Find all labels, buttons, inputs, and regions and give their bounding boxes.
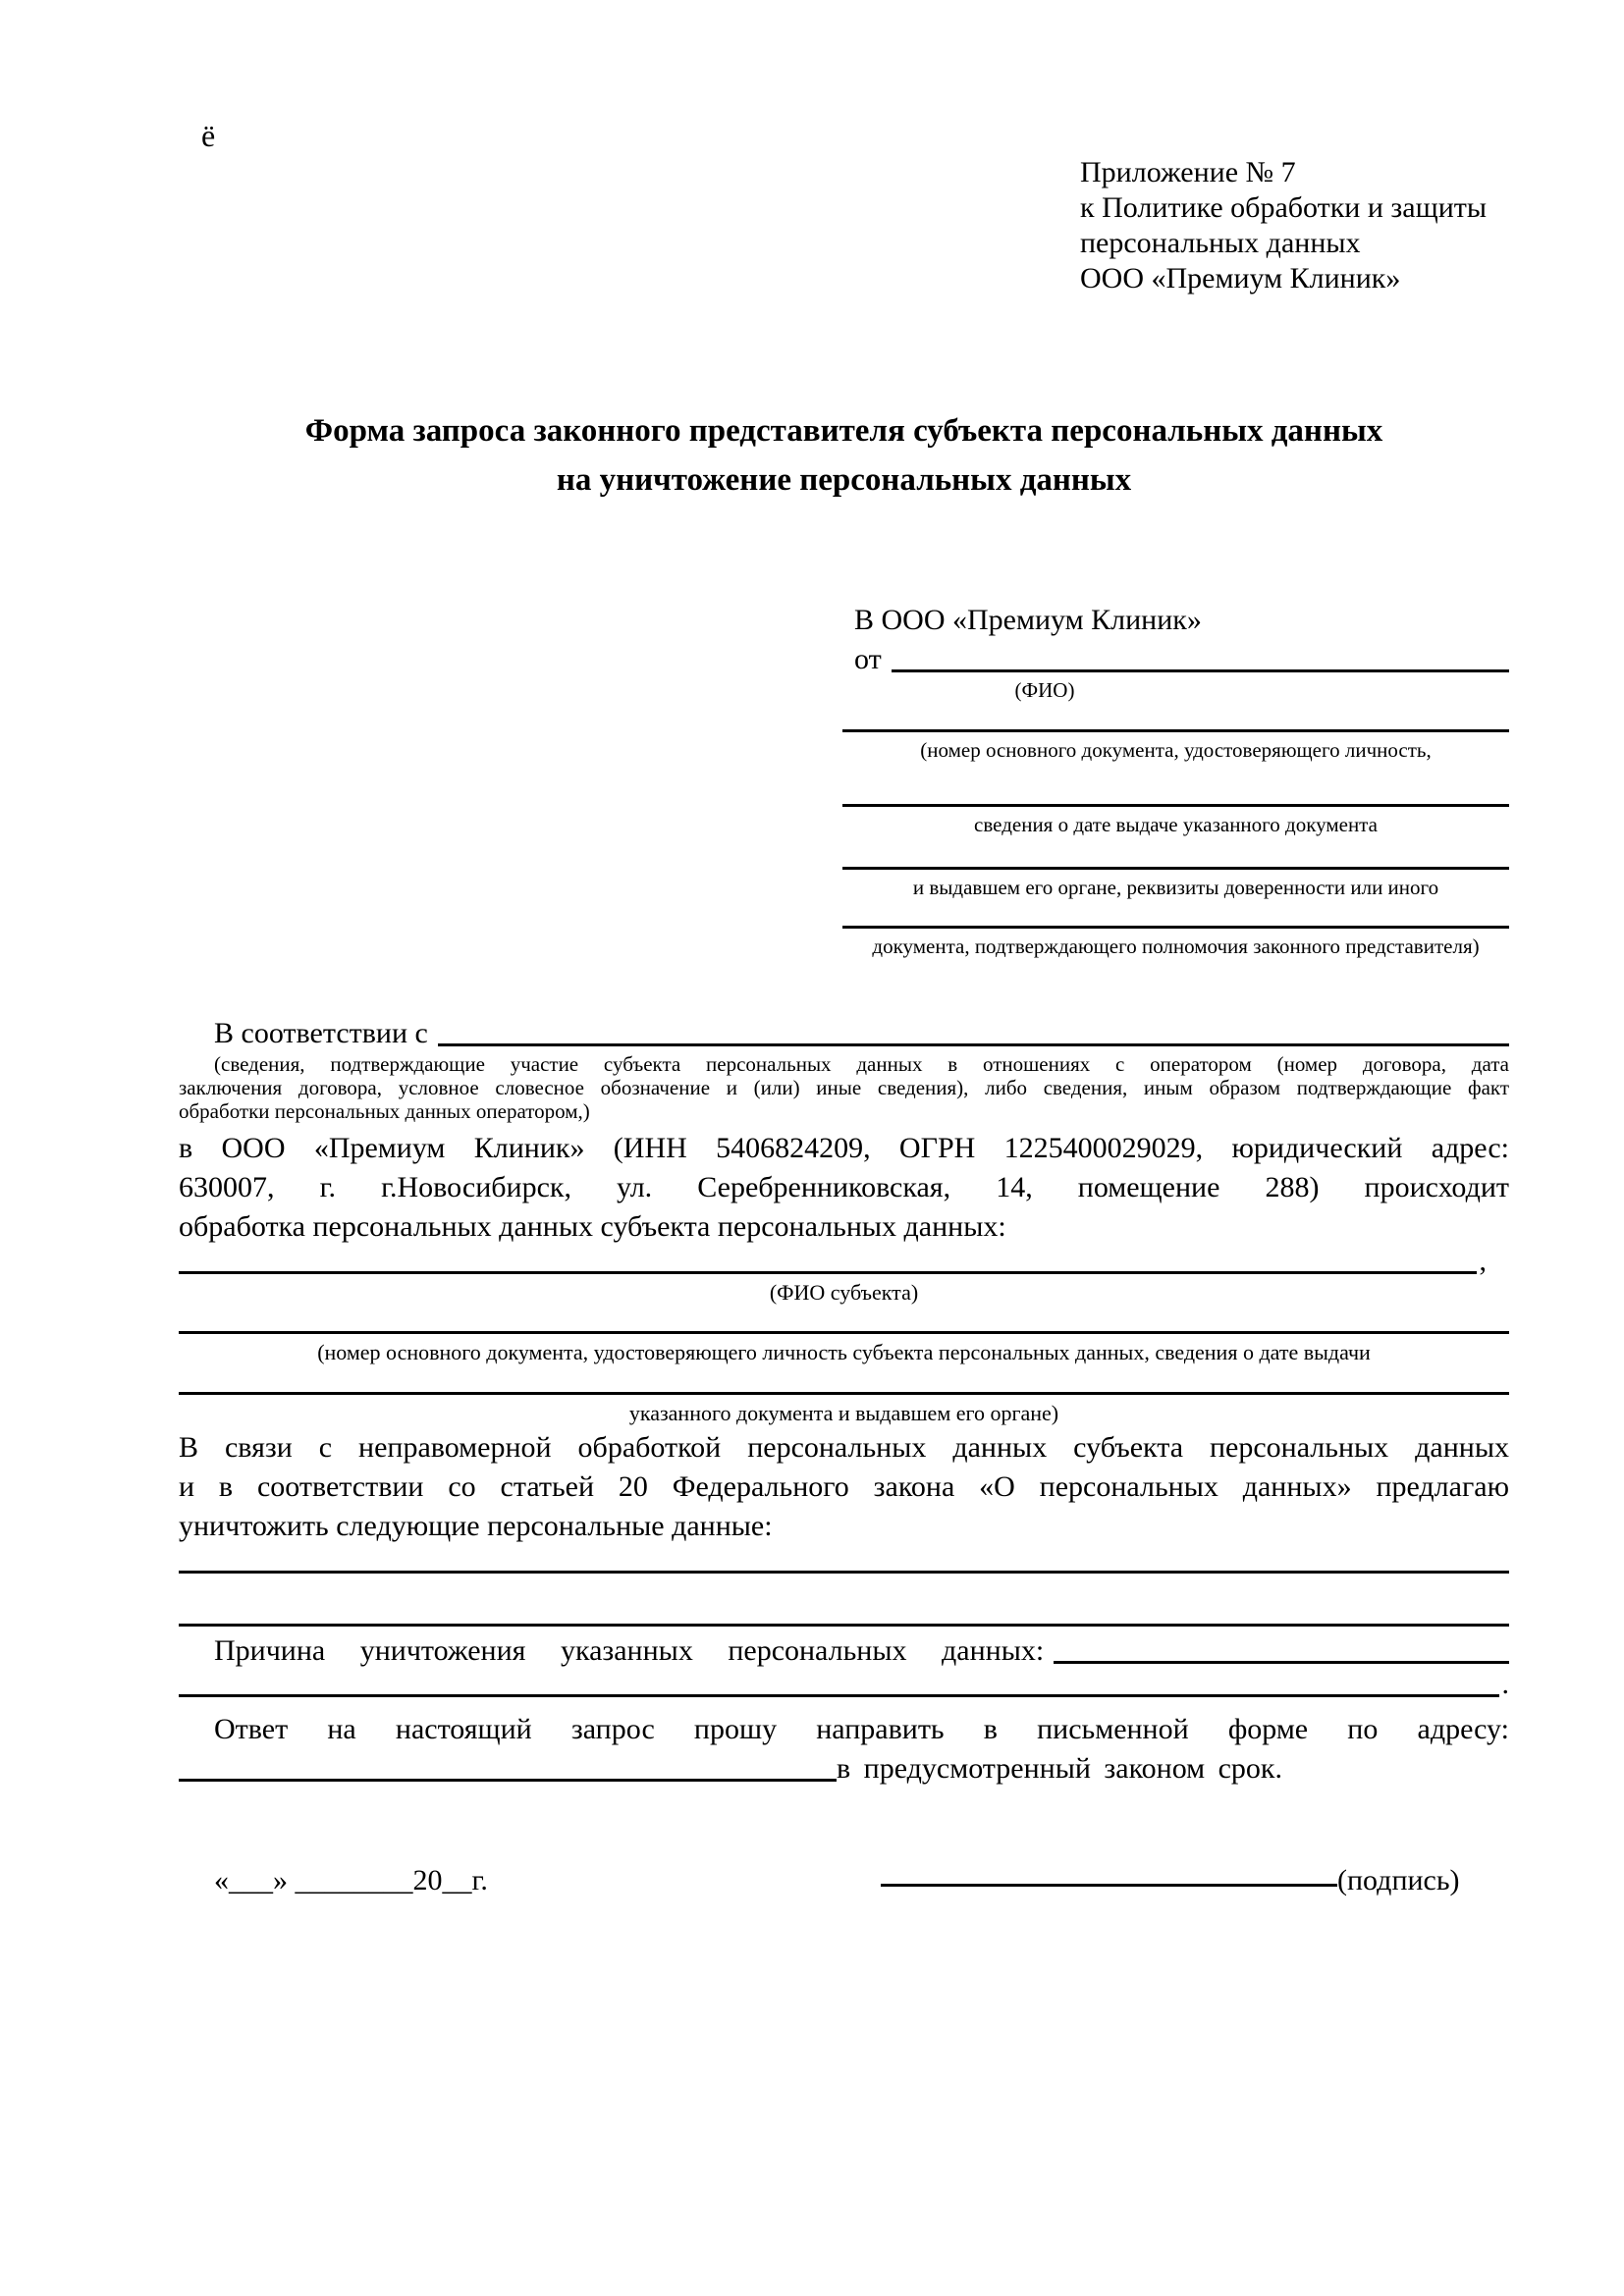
reply-request-line: Ответ на настоящий запрос прошу направить в письменной форме по адресу:: [214, 1713, 1509, 1745]
destroy-data-blank-line-1: [179, 1571, 1509, 1574]
accordance-label: В соответствии с: [214, 1017, 428, 1049]
unlawful-processing-paragraph: В связи с неправомерной обработкой персональных данных субъекта персональных данных и в соответствии со статьей 20 Федерального закона «О персональных данных» предлагаю уничтожить следующие персональные данные:: [179, 1431, 1509, 1542]
subject-fio-underline: [179, 1242, 1477, 1274]
accordance-underline: [438, 1014, 1509, 1046]
subject-doc-line: [179, 1331, 1509, 1334]
subject-fio-caption: (ФИО субъекта): [769, 1280, 919, 1305]
signature-line: [881, 1884, 1337, 1887]
authority-doc-caption: документа, подтверждающего полномочия законного представителя): [872, 934, 1480, 958]
authority-doc-line: [842, 926, 1509, 929]
reply-address-underline: [179, 1749, 837, 1782]
subject-fio-row: [179, 1242, 1487, 1281]
representative-doc-caption: (номер основного документа, удостоверяющего личность,: [920, 738, 1432, 762]
reason-period: .: [1501, 1668, 1509, 1700]
reason-underline: [1054, 1631, 1509, 1664]
document-title: Форма запроса законного представителя субъекта персональных данных на уничтожение персональных данных: [304, 413, 1383, 498]
issuing-authority-caption: и выдавшем его органе, реквизиты доверенности или иного: [912, 876, 1439, 899]
subject-doc-caption-1: (номер основного документа, удостоверяющего личность субъекта персональных данных, сведения о дате выдачи: [317, 1340, 1371, 1364]
accordance-note: (сведения, подтверждающие участие субъекта персональных данных в отношениях с оператором (номер договора, дата заключения договора, условное словесное обозначение и (или) иные сведения), либо сведения, иным образом подтверждающие факт обработки персональных данных оператором,): [179, 1052, 1509, 1123]
issuing-authority-line: [842, 867, 1509, 870]
doc-issue-date-caption: сведения о дате выдаче указанного документа: [974, 813, 1378, 836]
stray-character: ё: [201, 118, 216, 153]
subject-fio-comma: ,: [1479, 1245, 1487, 1277]
reason-continuation-row: [179, 1665, 1509, 1704]
subject-doc-caption-2: указанного документа и выдавшем его органе): [628, 1401, 1059, 1425]
from-underline: [892, 640, 1509, 672]
reply-term-text: в предусмотренный законом срок.: [837, 1752, 1282, 1785]
destroy-data-blank-line-2: [179, 1624, 1509, 1627]
signature-caption: (подпись): [1337, 1864, 1460, 1896]
fio-caption: (ФИО): [1014, 678, 1075, 702]
doc-issue-date-line: [842, 804, 1509, 807]
accordance-row: [179, 1014, 1509, 1053]
from-row: [854, 640, 1509, 679]
reason-underline-2: [179, 1665, 1499, 1697]
operator-paragraph: в ООО «Премиум Клиник» (ИНН 5406824209, ОГРН 1225400029029, юридический адрес: 630007, г. г.Новосибирск, ул. Серебренниковская, 14, помещение 288) происходит обработка персональных данных субъекта персональных данных:: [179, 1132, 1509, 1243]
subject-doc-line-2: [179, 1392, 1509, 1395]
reason-label: Причина уничтожения указанных персональных данных:: [214, 1634, 1045, 1667]
appendix-header: Приложение № 7 к Политике обработки и защиты персональных данных ООО «Премиум Клиник»: [1080, 156, 1488, 294]
addressee-org-line: В ООО «Премиум Клиник»: [854, 604, 1202, 636]
date-placeholder: «___» ________20__г.: [214, 1864, 488, 1896]
reply-term-row: [179, 1749, 1509, 1789]
from-label: от: [854, 643, 882, 675]
representative-doc-line: [842, 729, 1509, 732]
